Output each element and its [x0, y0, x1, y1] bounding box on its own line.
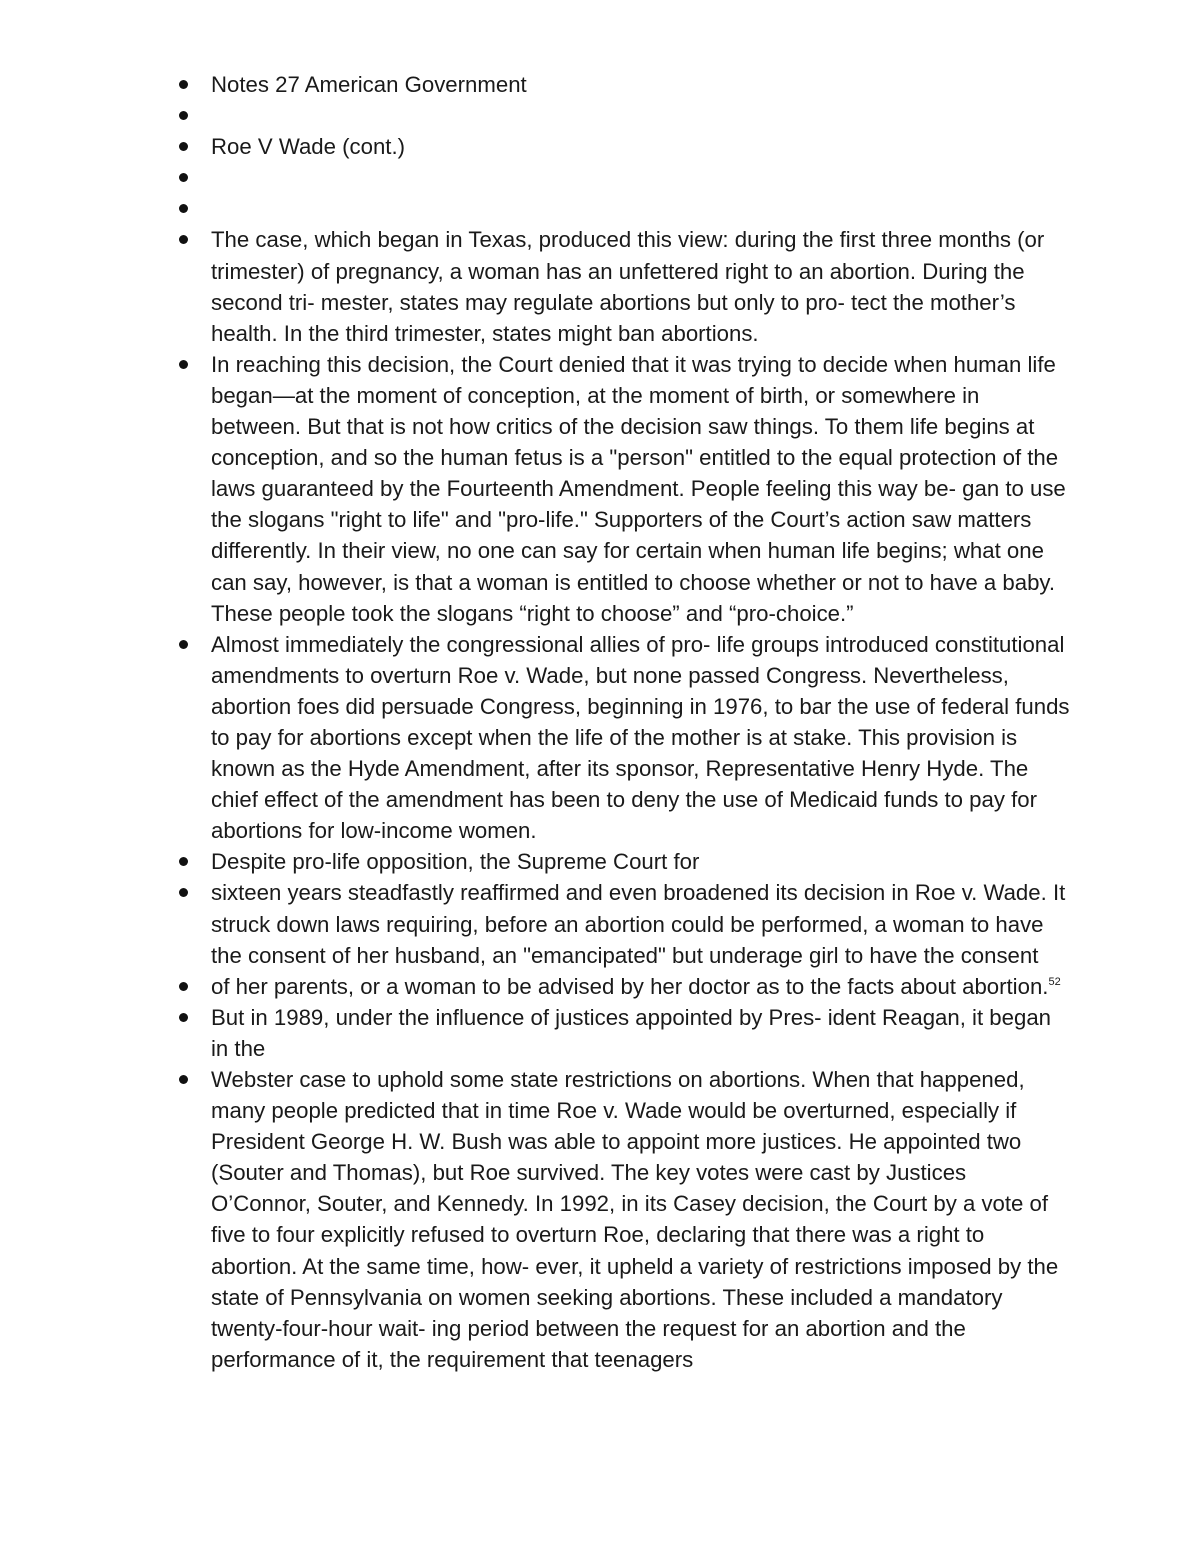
list-item — [211, 629, 1076, 847]
bullet-icon — [179, 1013, 188, 1022]
bullet-icon — [179, 640, 188, 649]
footnote-marker: 52 — [1048, 975, 1061, 988]
list-item — [211, 193, 1071, 224]
list-item — [211, 1064, 1071, 1375]
list-item-text: Roe V Wade (cont.) — [211, 134, 406, 160]
list-item — [211, 131, 1071, 162]
bullet-list — [211, 69, 1076, 1375]
bullet-icon — [179, 142, 188, 151]
bullet-icon — [179, 173, 188, 182]
bullet-icon — [179, 1075, 188, 1084]
list-item — [211, 162, 1071, 193]
bullet-icon — [179, 204, 188, 213]
list-item-text: Notes 27 American Government — [211, 72, 527, 97]
bullet-icon — [179, 80, 188, 89]
bullet-icon — [179, 235, 188, 244]
list-item-text: Almost immediately the congressional allies of pro- life groups introduced constitutional amendments to overturn Roe v. Wade, but none passed Congress. Nevertheless, abortion foes did persuade Congress, beginning in 1976, to bar the use of federal funds to pay for abortions except when the life of the mother is at stake. This provision is known as the Hyde Amendment, after its sponsor, Representative Henry Hyde. The chief effect of the amendment has been to deny the use of Medicaid funds to pay for abortions for low-income women. — [211, 631, 1076, 844]
list-item — [211, 877, 1071, 970]
list-item — [211, 846, 1071, 877]
list-item — [211, 224, 1071, 348]
bullet-icon — [179, 857, 188, 866]
list-item-text: The case, which began in Texas, produced this view: during the first three months (or trimester) of pregnancy, a woman has an unfettered right to an abortion. During the second tri- mester, states may regulate abortions but only to pro- tect the mother’s health. In the third trimester, states might ban abortions. — [211, 227, 1051, 346]
list-item — [211, 971, 1071, 1002]
list-item — [211, 69, 1071, 100]
list-item-text: Webster case to uphold some state restrictions on abortions. When that happened, many people predicted that in time Roe v. Wade would be overturned, especially if President George H. W. Bush was able to appoint more justices. He appointed two (Souter and Thomas), but Roe survived. The key votes were cast by Justices O’Connor, Souter, and Kennedy. In 1992, in its Casey decision, the Court by a vote of five to four explicitly refused to overturn Roe, declaring that there was a right to abortion. At the same time, how- ever, it upheld a variety of restrictions imposed by the state of Pennsylvania on women seeking abortions. These included a mandatory twenty-four-hour wait- ing period between the request for an abortion and the performance of it, the requirement that teenagers — [211, 1067, 1065, 1372]
list-item-text: In reaching this decision, the Court denied that it was trying to decide when human life began—at the moment of conception, at the moment of birth, or somewhere in between. But that is not how critics of the decision saw things. To them life begins at conception, and so the human fetus is a "person" entitled to the equal protection of the laws guaranteed by the Fourteenth Amendment. People feeling this way be- gan to use the slogans "right to life" and "pro-life." Supporters of the Court’s action saw matters differently. In their view, no one can say for certain when human life begins; what one can say, however, is that a woman is entitled to choose whether or not to have a baby. These people took the slogans “right to choose” and “pro-choice.” — [211, 351, 1072, 626]
list-item-text: But in 1989, under the influence of justices appointed by Pres- ident Reagan, it began in the — [211, 1004, 1058, 1061]
bullet-icon — [179, 982, 188, 991]
bullet-icon — [179, 360, 188, 369]
list-item — [211, 100, 1071, 131]
list-item — [211, 349, 1071, 629]
list-item-text: sixteen years steadfastly reaffirmed and even broadened its decision in Roe v. Wade. It struck down laws requiring, before an abortion could be performed, a woman to have the consent of her husband, an "emancipated" but underage girl to have the consent — [211, 880, 1072, 968]
bullet-icon — [179, 888, 188, 897]
list-item-text: Despite pro-life opposition, the Supreme Court for — [211, 849, 700, 875]
bullet-icon — [179, 111, 188, 120]
list-item-text: of her parents, or a woman to be advised by her doctor as to the facts about abortion. — [211, 973, 1049, 999]
list-item — [211, 1002, 1071, 1064]
